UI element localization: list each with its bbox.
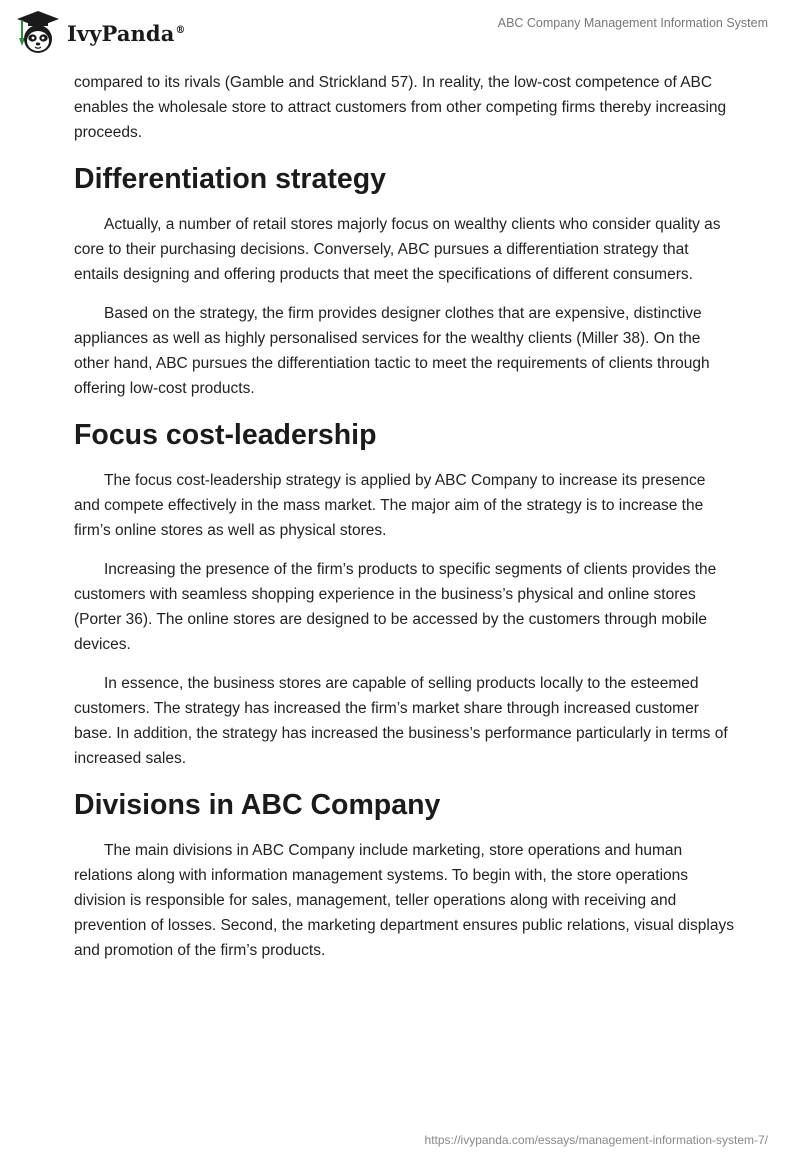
- paragraph: Actually, a number of retail stores majorly focus on wealthy clients who consider quality as core to their purchasing decisions. Conversely, ABC pursues a differentiation strategy that entails designing and offering products that meet the specifications of different consumers.: [74, 216, 721, 283]
- panda-graduate-icon: [14, 8, 62, 56]
- brand-name: [67, 21, 186, 46]
- paragraph: In essence, the business stores are capable of selling products locally to the esteemed customers. The strategy has increased the firm’s market share through increased customer base. In addition, the strategy has increased the business’s performance particularly in terms of increased sales.: [74, 675, 728, 767]
- paragraph: The focus cost-leadership strategy is applied by ABC Company to increase its presence and compete effectively in the mass market. The major aim of the strategy is to increase the firm’s online stores as well as physical stores.: [74, 472, 706, 539]
- section-heading-focus-cost-leadership: Focus cost-leadership: [74, 419, 377, 451]
- section-heading-divisions: Divisions in ABC Company: [74, 789, 441, 821]
- intro-paragraph: compared to its rivals (Gamble and Strickland 57). In reality, the low-cost competence of ABC enables the wholesale store to attract customers from other competing firms thereby increasing proceeds.: [74, 74, 727, 141]
- section-heading-differentiation: Differentiation strategy: [74, 163, 386, 195]
- brand-name-text: IvyPanda: [67, 20, 175, 46]
- essay-content: [74, 70, 734, 977]
- registered-mark: ®: [175, 24, 186, 36]
- page-header: [0, 0, 800, 64]
- paragraph: Based on the strategy, the firm provides designer clothes that are expensive, distinctive appliances as well as highly personalised services for the wealthy clients (Miller 38). On the other hand, ABC pursues the differentiation tactic to meet the requirements of clients through offering low-cost products.: [74, 305, 710, 397]
- paragraph: Increasing the presence of the firm’s products to specific segments of clients provides the customers with seamless shopping experience in the business’s physical and online stores (Porter 36). The online stores are designed to be accessed by the customers through mobile devices.: [74, 561, 717, 653]
- source-url-link[interactable]: https://ivypanda.com/essays/management-information-system-7/: [424, 1133, 768, 1147]
- paragraph: The main divisions in ABC Company include marketing, store operations and human relations along with information management systems. To begin with, the store operations division is responsible for sales, management, teller operations along with receiving and prevention of losses. Second, the marketing department ensures public relations, visual displays and promotion of the firm’s products.: [74, 842, 734, 959]
- document-title: ABC Company Management Information System: [497, 16, 768, 30]
- ivypanda-logo[interactable]: [14, 8, 186, 56]
